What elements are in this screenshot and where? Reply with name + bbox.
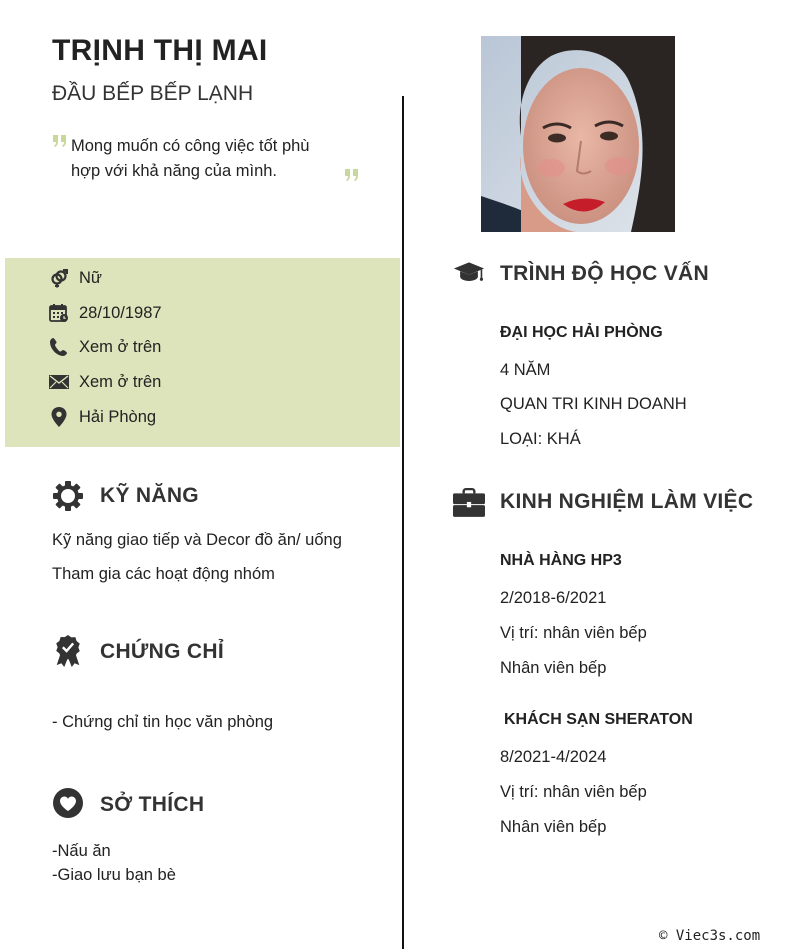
job-period: 8/2021-4/2024 <box>500 748 607 766</box>
education-title: TRÌNH ĐỘ HỌC VẤN <box>500 262 709 285</box>
quote-open-icon <box>52 134 68 148</box>
graduation-cap-icon <box>453 257 485 289</box>
job-title: ĐẦU BẾP BẾP LẠNH <box>52 82 254 105</box>
gender-icon <box>49 268 69 288</box>
job-company: NHÀ HÀNG HP3 <box>500 552 622 569</box>
copyright-text: © Viec3s.com <box>659 928 761 944</box>
job-position: Vị trí: nhân viên bếp <box>500 783 647 801</box>
gender-value: Nữ <box>79 268 102 287</box>
job-period: 2/2018-6/2021 <box>500 589 607 607</box>
calendar-icon <box>49 303 69 323</box>
education-grade: LOẠI: KHÁ <box>500 430 581 448</box>
phone-value: Xem ở trên <box>79 337 162 356</box>
certificates-title: CHỨNG CHỈ <box>100 640 224 663</box>
quote-close-icon <box>344 168 360 182</box>
job-position: Vị trí: nhân viên bếp <box>500 624 647 642</box>
skill-item: Kỹ năng giao tiếp và Decor đồ ăn/ uống <box>52 531 342 549</box>
address-value: Hải Phòng <box>79 407 157 426</box>
map-pin-icon <box>49 407 69 427</box>
briefcase-icon <box>453 487 485 519</box>
skills-title: KỸ NĂNG <box>100 484 199 507</box>
birthday-value: 28/10/1987 <box>79 303 162 322</box>
experience-title: KINH NGHIỆM LÀM VIỆC <box>500 490 754 513</box>
hobbies-title: SỞ THÍCH <box>100 793 205 816</box>
gear-icon <box>52 480 84 512</box>
hobby-item: -Nấu ăn <box>52 842 111 860</box>
phone-icon <box>49 337 69 357</box>
job-description: Nhân viên bếp <box>500 659 607 677</box>
career-objective: Mong muốn có công việc tốt phù hợp với khả năng của mình. <box>71 137 310 180</box>
education-school: ĐẠI HỌC HẢI PHÒNG <box>500 324 663 341</box>
job-description: Nhân viên bếp <box>500 818 607 836</box>
candidate-name: TRỊNH THỊ MAI <box>52 34 268 67</box>
skill-item: Tham gia các hoạt động nhóm <box>52 565 275 583</box>
education-major: QUAN TRI KINH DOANH <box>500 395 687 413</box>
profile-photo <box>481 36 675 232</box>
award-icon <box>52 635 84 667</box>
certificate-item: - Chứng chỉ tin học văn phòng <box>52 713 274 731</box>
hobby-item: -Giao lưu bạn bè <box>52 866 176 884</box>
job-company: KHÁCH SẠN SHERATON <box>504 711 693 728</box>
personal-info-panel <box>5 258 400 447</box>
education-duration: 4 NĂM <box>500 361 551 379</box>
email-value: Xem ở trên <box>79 372 162 391</box>
heart-icon <box>52 787 84 819</box>
envelope-icon <box>49 372 69 392</box>
column-divider <box>402 96 404 949</box>
